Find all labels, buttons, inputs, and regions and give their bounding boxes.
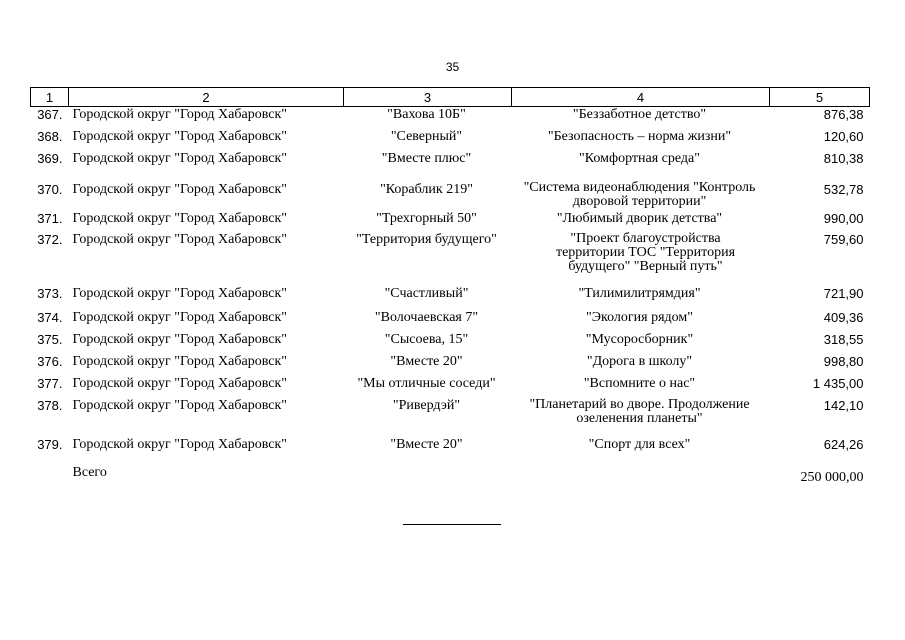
table-row [31,107,870,129]
municipality-name: Городской округ "Город Хабаровск" [72,231,287,247]
municipality-name: Городской округ "Город Хабаровск" [72,397,287,413]
total-amount: 250 000,00 [800,469,864,485]
table-row [31,437,870,465]
table-row [31,173,870,211]
municipality-name: Городской округ "Город Хабаровск" [72,181,287,197]
table-row [31,376,870,398]
column-header-2: 2 [69,88,344,107]
tos-name: "Счастливый" [384,285,469,301]
tos-name: "Трехгорный 50" [376,210,477,226]
amount: 409,36 [823,309,864,325]
amount: 721,90 [823,285,864,301]
row-number: 373. [37,285,63,301]
municipality-name: Городской округ "Город Хабаровск" [72,285,287,301]
project-name: "Система видеонаблюдения "Контроль дворовой территории" [523,179,756,209]
amount: 142,10 [823,397,864,413]
municipality-name: Городской округ "Город Хабаровск" [72,309,287,325]
project-name: "Планетарий во дворе. Продолжение озеленения планеты" [529,396,750,426]
column-number-row [31,88,870,107]
tos-name: "Вместе 20" [390,353,463,369]
table-row [31,211,870,232]
table-row [31,286,870,310]
municipality-name: Городской округ "Город Хабаровск" [72,436,287,452]
tos-name: "Вместе плюс" [381,150,472,166]
project-name: "Комфортная среда" [579,150,700,166]
column-header-3: 3 [344,88,512,107]
column-header-4: 4 [512,88,770,107]
row-number: 379. [37,436,63,452]
municipality-name: Городской округ "Город Хабаровск" [72,150,287,166]
allocation-table [30,87,870,493]
tos-name: "Волочаевская 7" [374,309,479,325]
project-name: "Дорога в школу" [586,353,693,369]
tos-name: "Северный" [390,128,463,144]
tos-name: "Мы отличные соседи" [357,375,496,391]
row-number: 377. [37,375,63,391]
row-number: 374. [37,309,63,325]
row-number: 368. [37,128,63,144]
municipality-name: Городской округ "Город Хабаровск" [72,375,287,391]
row-number: 369. [37,150,63,166]
tos-name: "Вместе 20" [390,436,463,452]
row-number: 367. [37,107,63,122]
table-row [31,151,870,173]
table-row [31,354,870,376]
end-of-document-rule [403,524,501,525]
project-name: "Любимый дворик детства" [556,210,723,226]
row-number: 376. [37,353,63,369]
total-row [31,465,870,493]
table-row [31,232,870,286]
project-name: "Безопасность – норма жизни" [547,128,732,144]
project-name: "Мусоросборник" [585,331,694,347]
row-number: 371. [37,210,63,226]
amount: 120,60 [823,128,864,144]
project-name: "Экология рядом" [586,309,693,325]
row-number: 375. [37,331,63,347]
municipality-name: Городской округ "Город Хабаровск" [72,107,287,122]
total-label: Всего [72,464,107,480]
table-row [31,332,870,354]
municipality-name: Городской округ "Город Хабаровск" [72,331,287,347]
tos-name: "Сысоева, 15" [384,331,469,347]
table-row [31,310,870,332]
project-name: "Спорт для всех" [588,436,691,452]
page-number: 35 [445,60,460,74]
amount: 810,38 [823,150,864,166]
row-number: 378. [37,397,63,413]
amount: 624,26 [823,436,864,452]
municipality-name: Городской округ "Город Хабаровск" [72,128,287,144]
column-header-1: 1 [31,88,69,107]
project-name: "Проект благоустройства территории ТОС "Территория будущего" "Верный путь" [555,230,736,274]
tos-name: "Вахова 10Б" [387,107,466,122]
row-number: 370. [37,181,63,197]
municipality-name: Городской округ "Город Хабаровск" [72,210,287,226]
amount: 998,80 [823,353,864,369]
tos-name: "Ривердэй" [392,397,461,413]
project-name: "Тилимилитрямдия" [578,285,701,301]
tos-name: "Кораблик 219" [380,181,473,197]
amount: 759,60 [823,231,864,247]
amount: 876,38 [823,107,864,122]
project-name: "Вспомните о нас" [583,375,696,391]
table-row [31,129,870,151]
tos-name: "Территория будущего" [356,231,497,247]
municipality-name: Городской округ "Город Хабаровск" [72,353,287,369]
amount: 532,78 [823,181,864,197]
amount: 990,00 [823,210,864,226]
row-number: 372. [37,231,63,247]
project-name: "Беззаботное детство" [572,107,707,122]
amount: 318,55 [823,331,864,347]
table-row [31,398,870,437]
column-header-5: 5 [770,88,870,107]
amount: 1 435,00 [812,375,864,391]
